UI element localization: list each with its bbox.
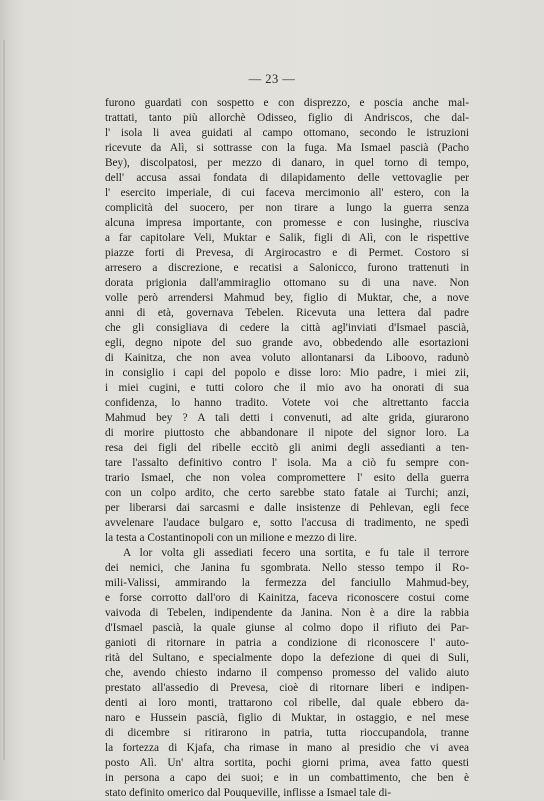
text-line: dell' accusa assai fondata di dilapidamento delle vettovaglie per [105, 172, 469, 184]
text-line: trario Ismael, che non volea compromettere l' esito della guerra [105, 472, 469, 484]
text-line: avvelenare l'audace bulgaro e, sotto l'accusa di tradimento, ne spedì [105, 517, 469, 529]
text-line: e forse corrotto dall'oro di Kainitza, faceva riconoscere costui come [105, 592, 469, 604]
text-line: che gli consigliava di cedere la città agl'inviati d'Ismael pascià, [105, 322, 469, 334]
paragraph [105, 96, 469, 546]
text-line: dorata prigionia dall'ammiraglio ottomano su di una nave. Non [105, 277, 469, 289]
text-line: volle però arrendersi Mahmud bey, figlio di Muktar, che, a nove [105, 292, 469, 304]
paragraph [105, 546, 469, 801]
text-line: per liberarsi dai sarcasmi e dalle insistenze di Pehlevan, egli fece [105, 502, 469, 514]
text-line: arresero a discrezione, e recatisi a Salonicco, furono trattenuti in [105, 262, 469, 274]
left-edge-shadow [3, 40, 5, 760]
text-line: prestato all'assedio di Prevesa, cioè di ritornare liberi e indipen- [105, 682, 469, 694]
text-line: Bey), discolpatosi, per mezzo di danaro, in quel torno di tempo, [105, 157, 469, 169]
text-line: vaivoda di Tebelen, indipendente da Janina. Non è a dire la rabbia [105, 607, 469, 619]
text-line: naro e Hussein pascià, figlio di Muktar, in ostaggio, e nel mese [105, 712, 469, 724]
text-line: i miei cugini, e tutti coloro che il mio avo ha onorati di sua [105, 382, 469, 394]
body-text [105, 96, 469, 801]
text-line: con un colpo ardito, che certo sarebbe stato fatale ai Turchi; anzi, [105, 487, 469, 499]
text-line: dei nemici, che Janina fu sgombrata. Nello stesso tempo il Ro- [105, 562, 469, 574]
text-line: ricevute da Alì, si sottrasse con la fuga. Ma Ismael pascià (Pacho [105, 142, 469, 154]
text-line: stato definito omerico dal Pouqueville, inflisse a Ismael tale di- [105, 787, 392, 799]
text-line: che, avendo chiesto indarno il compenso promesso del valido aiuto [105, 667, 469, 679]
text-line: confidenza, lo hanno tradito. Votete voi che altrettanto faccia [105, 397, 469, 409]
text-line: trattati, tanto più allorchè Odisseo, figlio di Andriscos, che dal- [105, 112, 469, 124]
text-line: di morire piuttosto che abbandonare il nipote del signor loro. La [105, 427, 469, 439]
text-line: Mahmud bey ? A tali detti i convenuti, ad alte grida, giurarono [105, 412, 469, 424]
text-line: egli, degno nipote del suo grande avo, obbedendo alle esortazioni [105, 337, 469, 349]
text-line: l' isola li avea guidati al campo ottomano, secondo le istruzioni [105, 127, 469, 139]
text-line: di dicembre si ritirarono in patria, tutta rioccupandola, tranne [105, 727, 469, 739]
text-line: alcuna impresa importante, con promesse e con lusinghe, riusciva [105, 217, 469, 229]
text-line: in persona a capo dei suoi; e in un combattimento, che ben è [105, 772, 469, 784]
text-line: d'Ismael pascià, la quale giunse al colmo dopo il rifiuto dei Par- [105, 622, 469, 634]
text-line: rità del Sultano, e specialmente dopo la defezione di quei di Suli, [105, 652, 469, 664]
text-line: di Kainitza, che non avea voluto allontanarsi da Liboovo, radunò [105, 352, 469, 364]
text-line: tare l'assalto definitivo contro l' isola. Ma a ciò fu sempre con- [105, 457, 469, 469]
text-line: furono guardati con sospetto e con disprezzo, e poscia anche mal- [105, 97, 469, 109]
text-line: l' esercito imperiale, di cui faceva mercimonio all' estero, con la [105, 187, 469, 199]
text-line: complicità del suocero, per non tirare a lungo la guerra senza [105, 202, 469, 214]
text-line: piazze forti di Prevesa, di Argirocastro e di Permet. Costoro si [105, 247, 469, 259]
text-line: mili-Valissi, ammirando la fermezza del fanciullo Mahmud-bey, [105, 577, 469, 589]
text-line: posto Alì. Un' altra sortita, pochi giorni prima, avea fatto questi [105, 757, 469, 769]
text-line: ganioti di ritornare in patria a condizione di riconoscere l' auto- [105, 637, 469, 649]
text-line: la fortezza di Kjafa, cha rimase in mano al presidio che vi avea [105, 742, 469, 754]
page-number: — 23 — [248, 72, 296, 86]
text-line: in consiglio i capi del popolo e disse loro: Mio padre, i miei zii, [105, 367, 469, 379]
text-line: anni di età, governava Tebelen. Ricevuta una lettera dal padre [105, 307, 469, 319]
text-line: a far capitolare Veli, Muktar e Salik, figli di Alì, con le rispettive [105, 232, 469, 244]
text-line: A lor volta gli assediati fecero una sortita, e fu tale il terrore [123, 547, 469, 559]
text-line: la testa a Costantinopoli con un milione e mezzo di lire. [105, 532, 357, 544]
text-line: denti ai loro monti, trattarono col ribelle, dal quale ebbero da- [105, 697, 469, 709]
text-line: resa dei figli del ribelle eccitò gli animi degli assedianti a ten- [105, 442, 469, 454]
